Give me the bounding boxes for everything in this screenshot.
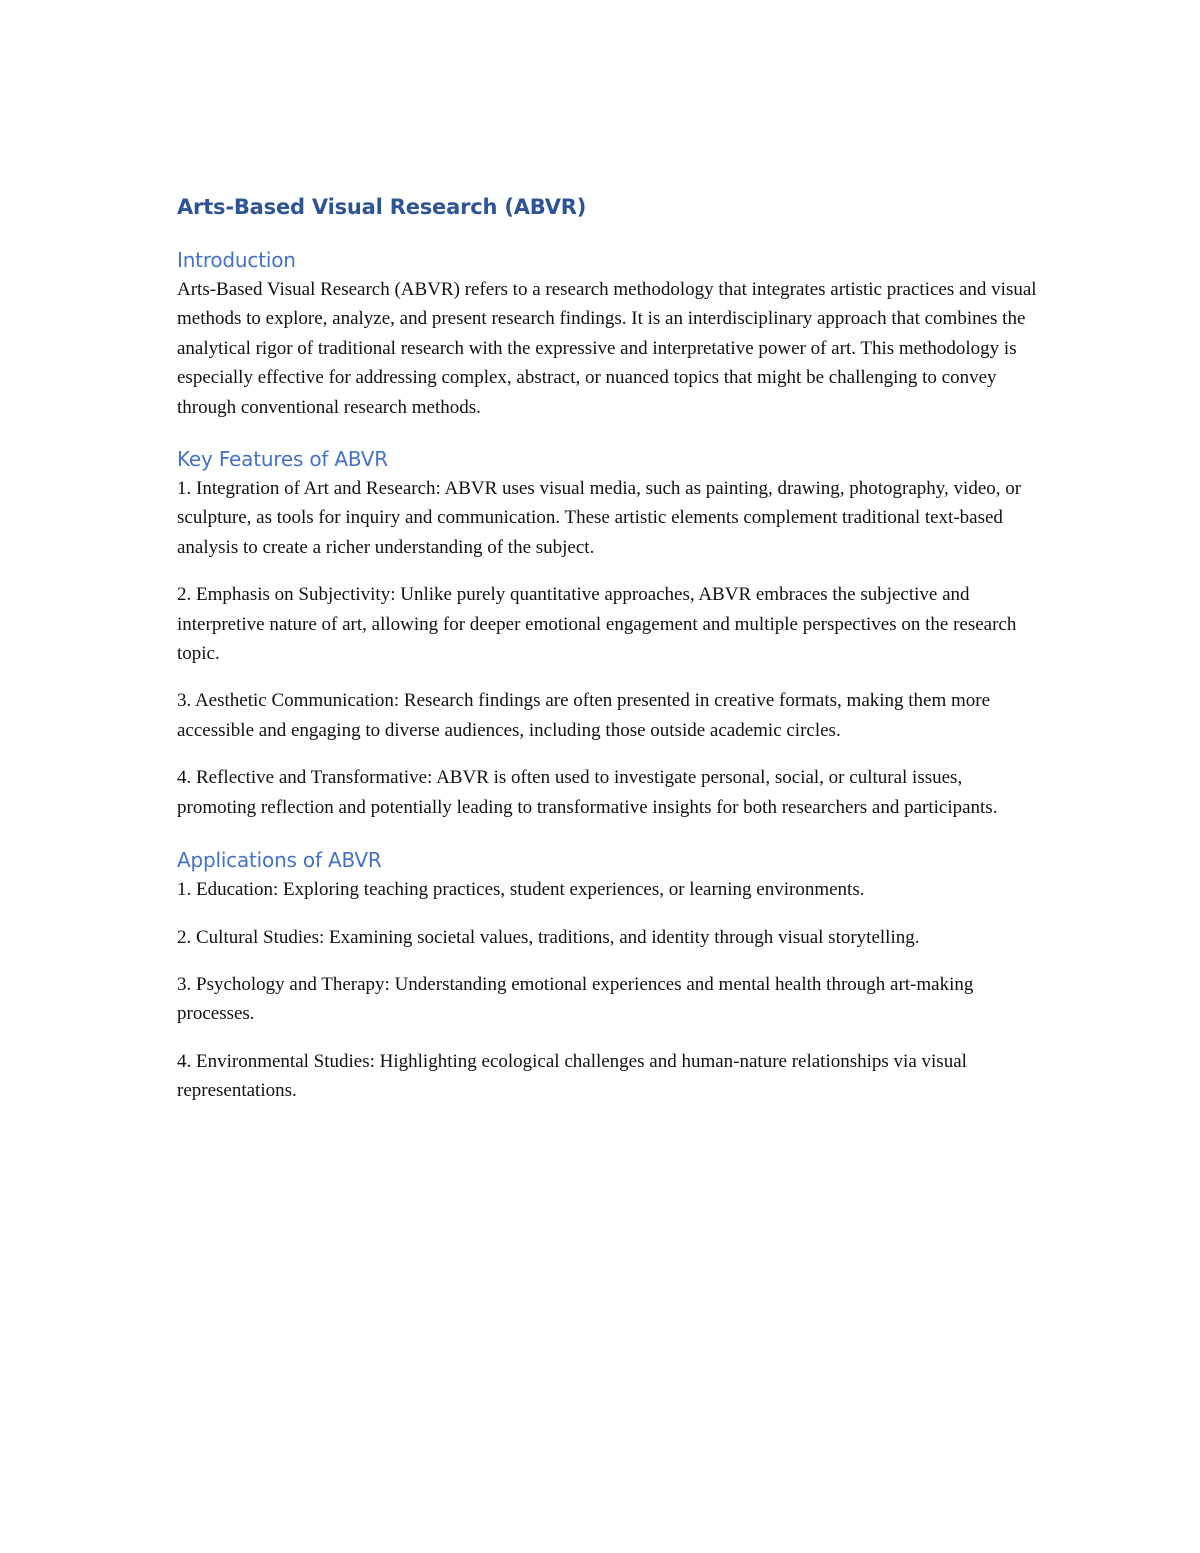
key-features-heading: Key Features of ABVR bbox=[177, 447, 388, 472]
application-item: 4. Environmental Studies: Highlighting ecological challenges and human-nature relationships via visual representations. bbox=[177, 1050, 967, 1102]
key-features-list bbox=[177, 474, 1037, 822]
document-body bbox=[177, 189, 1037, 1106]
document-title: Arts-Based Visual Research (ABVR) bbox=[177, 195, 587, 219]
applications-list bbox=[177, 875, 1037, 1105]
introduction-heading: Introduction bbox=[177, 248, 296, 272]
key-feature-item: 4. Reflective and Transformative: ABVR is often used to investigate personal, social, or cultural issues, promoting reflection and potentially leading to transformative insights for both researchers and participants. bbox=[177, 767, 998, 818]
key-feature-item: 3. Aesthetic Communication: Research findings are often presented in creative formats, making them more accessible and engaging to diverse audiences, including those outside academic circles. bbox=[177, 690, 991, 741]
application-item: 2. Cultural Studies: Examining societal values, traditions, and identity through visual storytelling. bbox=[177, 926, 920, 948]
application-item: 3. Psychology and Therapy: Understanding emotional experiences and mental health through art-making processes. bbox=[177, 973, 974, 1025]
key-feature-item: 2. Emphasis on Subjectivity: Unlike purely quantitative approaches, ABVR embraces the subjective and interpretive nature of art, allowing for deeper emotional engagement and multiple perspectives on the research topic. bbox=[177, 584, 1017, 665]
introduction-paragraph: Arts-Based Visual Research (ABVR) refers to a research methodology that integrates artistic practices and visual methods to explore, analyze, and present research findings. It is an interdisciplinary approach that combines the analytical rigor of traditional research with the expressive and interpretative power of art. This methodology is especially effective for addressing complex, abstract, or nuanced topics that might be challenging to convey through conventional research methods. bbox=[177, 279, 1037, 418]
applications-heading: Applications of ABVR bbox=[177, 848, 382, 873]
application-item: 1. Education: Exploring teaching practices, student experiences, or learning environments. bbox=[177, 879, 865, 901]
key-feature-item: 1. Integration of Art and Research: ABVR uses visual media, such as painting, drawing, photography, video, or sculpture, as tools for inquiry and communication. These artistic elements complement traditional text-based analysis to create a richer understanding of the subject. bbox=[177, 478, 1022, 558]
